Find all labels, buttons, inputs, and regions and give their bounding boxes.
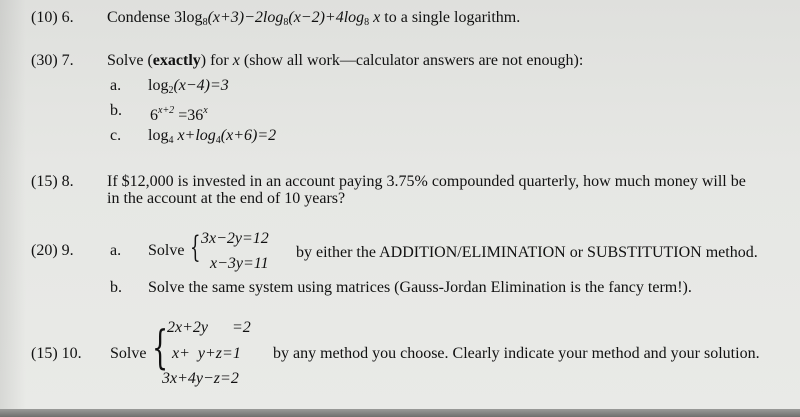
q10-equation-1: 2x+2y =2 (167, 319, 251, 336)
q10-method-text: by any method you choose. Clearly indicate your method and your solution. (273, 345, 760, 362)
q8-line1: If $12,000 is invested in an account paying 3.75% compounded quarterly, how much money will be (107, 173, 746, 190)
q10-equation-2: x+ y+z=1 (172, 345, 241, 362)
q9-points: (20) 9. (31, 242, 74, 259)
q7-b-label: b. (110, 102, 122, 119)
page-shadow (0, 0, 26, 417)
q7-prompt: Solve (exactly) for x (show all work—calculator answers are not enough): (107, 52, 584, 69)
q7-c-equation: $\log_4 x+\log_4(x+6)=2$ (148, 127, 277, 146)
q10-equation-3: 3x+4y−z=2 (162, 370, 239, 387)
q6-text: Condense $3\log_8(x+3)-2\log_8(x-2)+4\log_8$ x to a single logarithm. (107, 9, 521, 28)
q9-b-label: b. (110, 279, 122, 296)
q10-solve-label: Solve (110, 345, 147, 362)
q9-a-label: a. (110, 242, 122, 259)
q9-equation-1: 3x−2y=12 (201, 230, 269, 247)
q9-solve-label: Solve (148, 242, 185, 259)
q9-method-text: by either the ADDITION/ELIMINATION or SUBSTITUTION method. (296, 244, 758, 261)
q8-line2: in the account at the end of 10 years? (107, 190, 346, 207)
page-edge (0, 409, 800, 417)
q6-points: (10) 6. (31, 9, 74, 26)
q9-b-text: Solve the same system using matrices (Gauss-Jordan Elimination is the fancy term!). (148, 279, 692, 296)
q7-a-label: a. (110, 77, 122, 94)
q9-system-brace: { (190, 230, 201, 265)
q8-points: (15) 8. (31, 173, 74, 190)
q7-a-equation: $\log_2(x-4)=3$ (148, 77, 229, 96)
q7-b-equation: $6^{x+2} =36^x$ (150, 105, 208, 124)
q7-c-label: c. (110, 127, 122, 144)
q9-equation-2: x−3y=11 (210, 255, 269, 272)
q7-points: (30) 7. (31, 52, 74, 69)
q10-points: (15) 10. (31, 345, 82, 362)
q10-system-brace: { (152, 320, 169, 374)
